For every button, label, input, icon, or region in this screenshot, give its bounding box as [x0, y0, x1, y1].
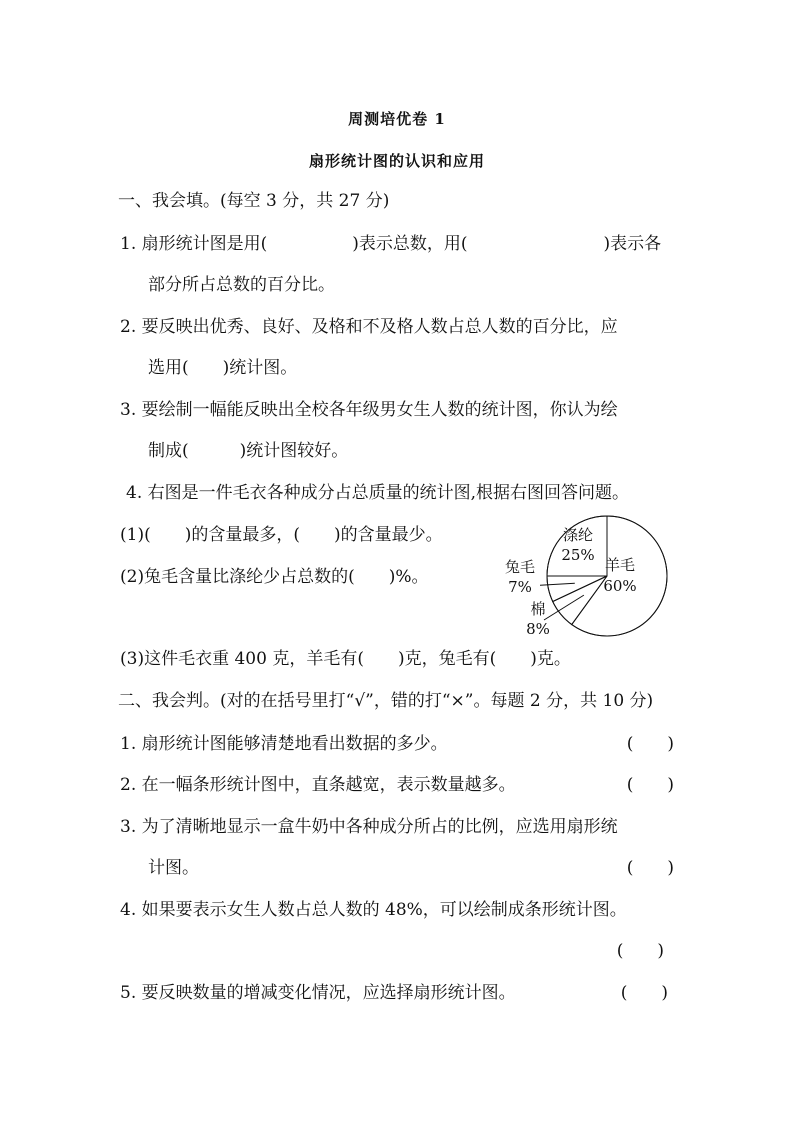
s2-q1-text: 1. 扇形统计图能够清楚地看出数据的多少。	[120, 734, 448, 754]
s2-q3-line1: 3. 为了清晰地显示一盒牛奶中各种成分所占的比例，应选用扇形统	[120, 817, 618, 837]
s2-q2	[120, 774, 680, 796]
s2-q5-text: 5. 要反映数量的增减变化情况，应选择扇形统计图。	[120, 983, 516, 1003]
s1-q4-sub3: (3)这件毛衣重 400 克，羊毛有( )克，兔毛有( )克。	[120, 649, 571, 669]
pie-svg	[492, 512, 682, 642]
pie-label-cotton-pct: 8%	[526, 620, 550, 638]
s2-q5-answer-paren[interactable]: ( )	[620, 983, 668, 1003]
s2-q5	[120, 982, 680, 1004]
s2-q3-answer-paren[interactable]: ( )	[626, 858, 674, 878]
pie-label-rabbit-pct: 7%	[508, 578, 532, 596]
s1-q4-line: 4. 右图是一件毛衣各种成分占总质量的统计图,根据右图回答问题。	[126, 483, 630, 503]
pie-label-wool-name: 羊毛	[604, 556, 636, 574]
s1-q2-line2: 选用( )统计图。	[148, 358, 298, 378]
s1-q3-line1: 3. 要绘制一幅能反映出全校各年级男女生人数的统计图，你认为绘	[120, 400, 618, 420]
page-subtitle: 扇形统计图的认识和应用	[308, 152, 485, 170]
s2-q1-answer-paren[interactable]: ( )	[626, 734, 674, 754]
s1-q1-line1: 1. 扇形统计图是用( )表示总数，用( )表示各	[120, 234, 662, 254]
s2-q2-text: 2. 在一幅条形统计图中，直条越宽，表示数量越多。	[120, 775, 516, 795]
s2-q4-answer-paren[interactable]: ( )	[616, 941, 664, 961]
fiber-pie-chart	[492, 512, 682, 642]
s2-q3-text: 计图。	[148, 858, 199, 878]
section2-heading: 二、我会判。(对的在括号里打“√”，错的打“×”。每题 2 分，共 10 分)	[118, 691, 654, 711]
page-title: 周测培优卷 1	[348, 110, 446, 128]
section1-heading: 一、我会填。(每空 3 分，共 27 分)	[118, 191, 390, 211]
s2-q1	[120, 733, 680, 755]
s2-q2-answer-paren[interactable]: ( )	[626, 775, 674, 795]
s2-q3-line2	[148, 857, 680, 879]
s1-q4-sub1: (1)( )的含量最多，( )的含量最少。	[120, 525, 443, 545]
s2-q4-line1: 4. 如果要表示女生人数占总人数的 48%，可以绘制成条形统计图。	[120, 900, 627, 920]
s1-q1-line2: 部分所占总数的百分比。	[148, 275, 335, 295]
s1-q3-line2: 制成( )统计图较好。	[148, 441, 349, 461]
pie-label-polyester-name: 涤纶	[562, 526, 594, 544]
pie-label-polyester-pct: 25%	[561, 546, 595, 564]
pie-label-rabbit-name: 兔毛	[504, 558, 536, 576]
s1-q2-line1: 2. 要反映出优秀、良好、及格和不及格人数占总人数的百分比，应	[120, 317, 618, 337]
pie-label-cotton-name: 棉	[530, 600, 546, 618]
pie-label-wool-pct: 60%	[603, 577, 637, 595]
s1-q4-sub2: (2)兔毛含量比涤纶少占总数的( )%。	[120, 567, 429, 587]
